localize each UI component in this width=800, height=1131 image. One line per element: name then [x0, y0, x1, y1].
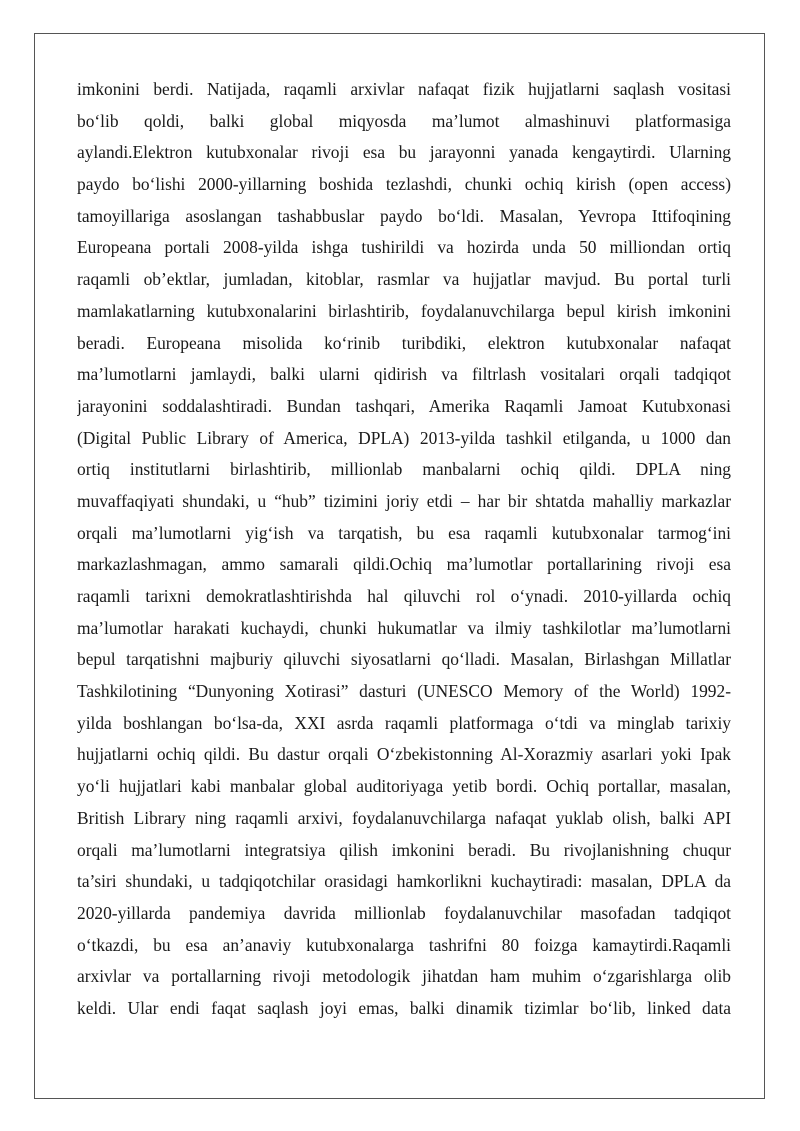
text-line: orqali ma’lumotlarni yig‘ish va tarqatish, bu esa raqamli kutubxonalar tarmog‘ini — [77, 522, 731, 543]
text-line: keldi. Ular endi faqat saqlash joyi emas, balki dinamik tizimlar bo‘lib, linked data — [77, 997, 731, 1018]
text-line: mamlakatlarning kutubxonalarini birlashtirib, foydalanuvchilarga bepul kirish imkonini — [77, 300, 731, 321]
text-line: aylandi.Elektron kutubxonalar rivoji esa bu jarayonni yanada kengaytirdi. Ularning — [77, 142, 731, 163]
text-line: bepul tarqatishni majburiy qiluvchi siyosatlarni qo‘lladi. Masalan, Birlashgan Millatlar — [77, 649, 731, 670]
text-line: ta’siri shundaki, u tadqiqotchilar orasidagi hamkorlikni kuchaytiradi: masalan, DPLA da — [77, 871, 731, 892]
text-line: raqamli tarixni demokratlashtirishda hal qiluvchi rol o‘ynadi. 2010-yillarda ochiq — [77, 586, 731, 606]
text-line: (Digital Public Library of America, DPLA) 2013-yilda tashkil etilganda, u 1000 dan — [77, 427, 731, 448]
text-line: paydo bo‘lishi 2000-yillarning boshida tezlashdi, chunki ochiq kirish (open access) — [77, 174, 731, 195]
document-page — [34, 33, 765, 1099]
text-line: British Library ning raqamli arxivi, foydalanuvchilarga nafaqat yuklab olish, balki API — [77, 807, 731, 828]
text-line: yilda boshlangan bo‘lsa-da, XXI asrda raqamli platformaga o‘tdi va minglab tarixiy — [77, 712, 731, 733]
body-text — [77, 74, 731, 1025]
text-line: bo‘lib qoldi, balki global miqyosda ma’lumot almashinuvi platformasiga — [77, 110, 731, 131]
text-line: tamoyillariga asoslangan tashabbuslar paydo bo‘ldi. Masalan, Yevropa Ittifoqining — [77, 205, 731, 226]
text-line: Tashkilotining “Dunyoning Xotirasi” dasturi (UNESCO Memory of the World) 1992- — [77, 681, 731, 702]
text-line: jarayonini soddalashtiradi. Bundan tashqari, Amerika Raqamli Jamoat Kutubxonasi — [77, 395, 731, 416]
text-line: Europeana portali 2008-yilda ishga tushirildi va hozirda unda 50 milliondan ortiq — [77, 237, 731, 258]
text-line: ma’lumotlarni jamlaydi, balki ularni qidirish va filtrlash vositalari orqali tadqiqot — [77, 364, 731, 385]
text-line: arxivlar va portallarning rivoji metodologik jihatdan ham muhim o‘zgarishlarga olib — [77, 966, 731, 987]
text-line: beradi. Europeana misolida ko‘rinib turibdiki, elektron kutubxonalar nafaqat — [77, 332, 731, 353]
text-line: 2020-yillarda pandemiya davrida millionlab foydalanuvchilar masofadan tadqiqot — [77, 902, 731, 923]
text-line: orqali ma’lumotlarni integratsiya qilish imkonini beradi. Bu rivojlanishning chuqur — [77, 839, 731, 860]
text-line: ortiq institutlarni birlashtirib, millionlab manbalarni ochiq qildi. DPLA ning — [77, 459, 731, 480]
text-line: markazlashmagan, ammo samarali qildi.Ochiq ma’lumotlar portallarining rivoji esa — [77, 554, 731, 575]
text-line: o‘tkazdi, bu esa an’anaviy kutubxonalarga tashrifni 80 foizga kamaytirdi.Raqamli — [77, 934, 731, 955]
text-line: muvaffaqiyati shundaki, u “hub” tizimini joriy etdi – har bir shtatda mahalliy markazlar — [77, 490, 731, 511]
text-line: raqamli ob’ektlar, jumladan, kitoblar, rasmlar va hujjatlar mavjud. Bu portal turli — [77, 269, 731, 290]
text-line: hujjatlarni ochiq qildi. Bu dastur orqali O‘zbekistonning Al-Xorazmiy asarlari yoki Ipak — [77, 744, 731, 765]
text-line: ma’lumotlar harakati kuchaydi, chunki hukumatlar va ilmiy tashkilotlar ma’lumotlarni — [77, 617, 731, 638]
text-line: yo‘li hujjatlari kabi manbalar global auditoriyaga yetib bordi. Ochiq portallar, masalan, — [77, 776, 731, 797]
text-line: imkonini berdi. Natijada, raqamli arxivlar nafaqat fizik hujjatlarni saqlash vositasi — [77, 79, 731, 99]
